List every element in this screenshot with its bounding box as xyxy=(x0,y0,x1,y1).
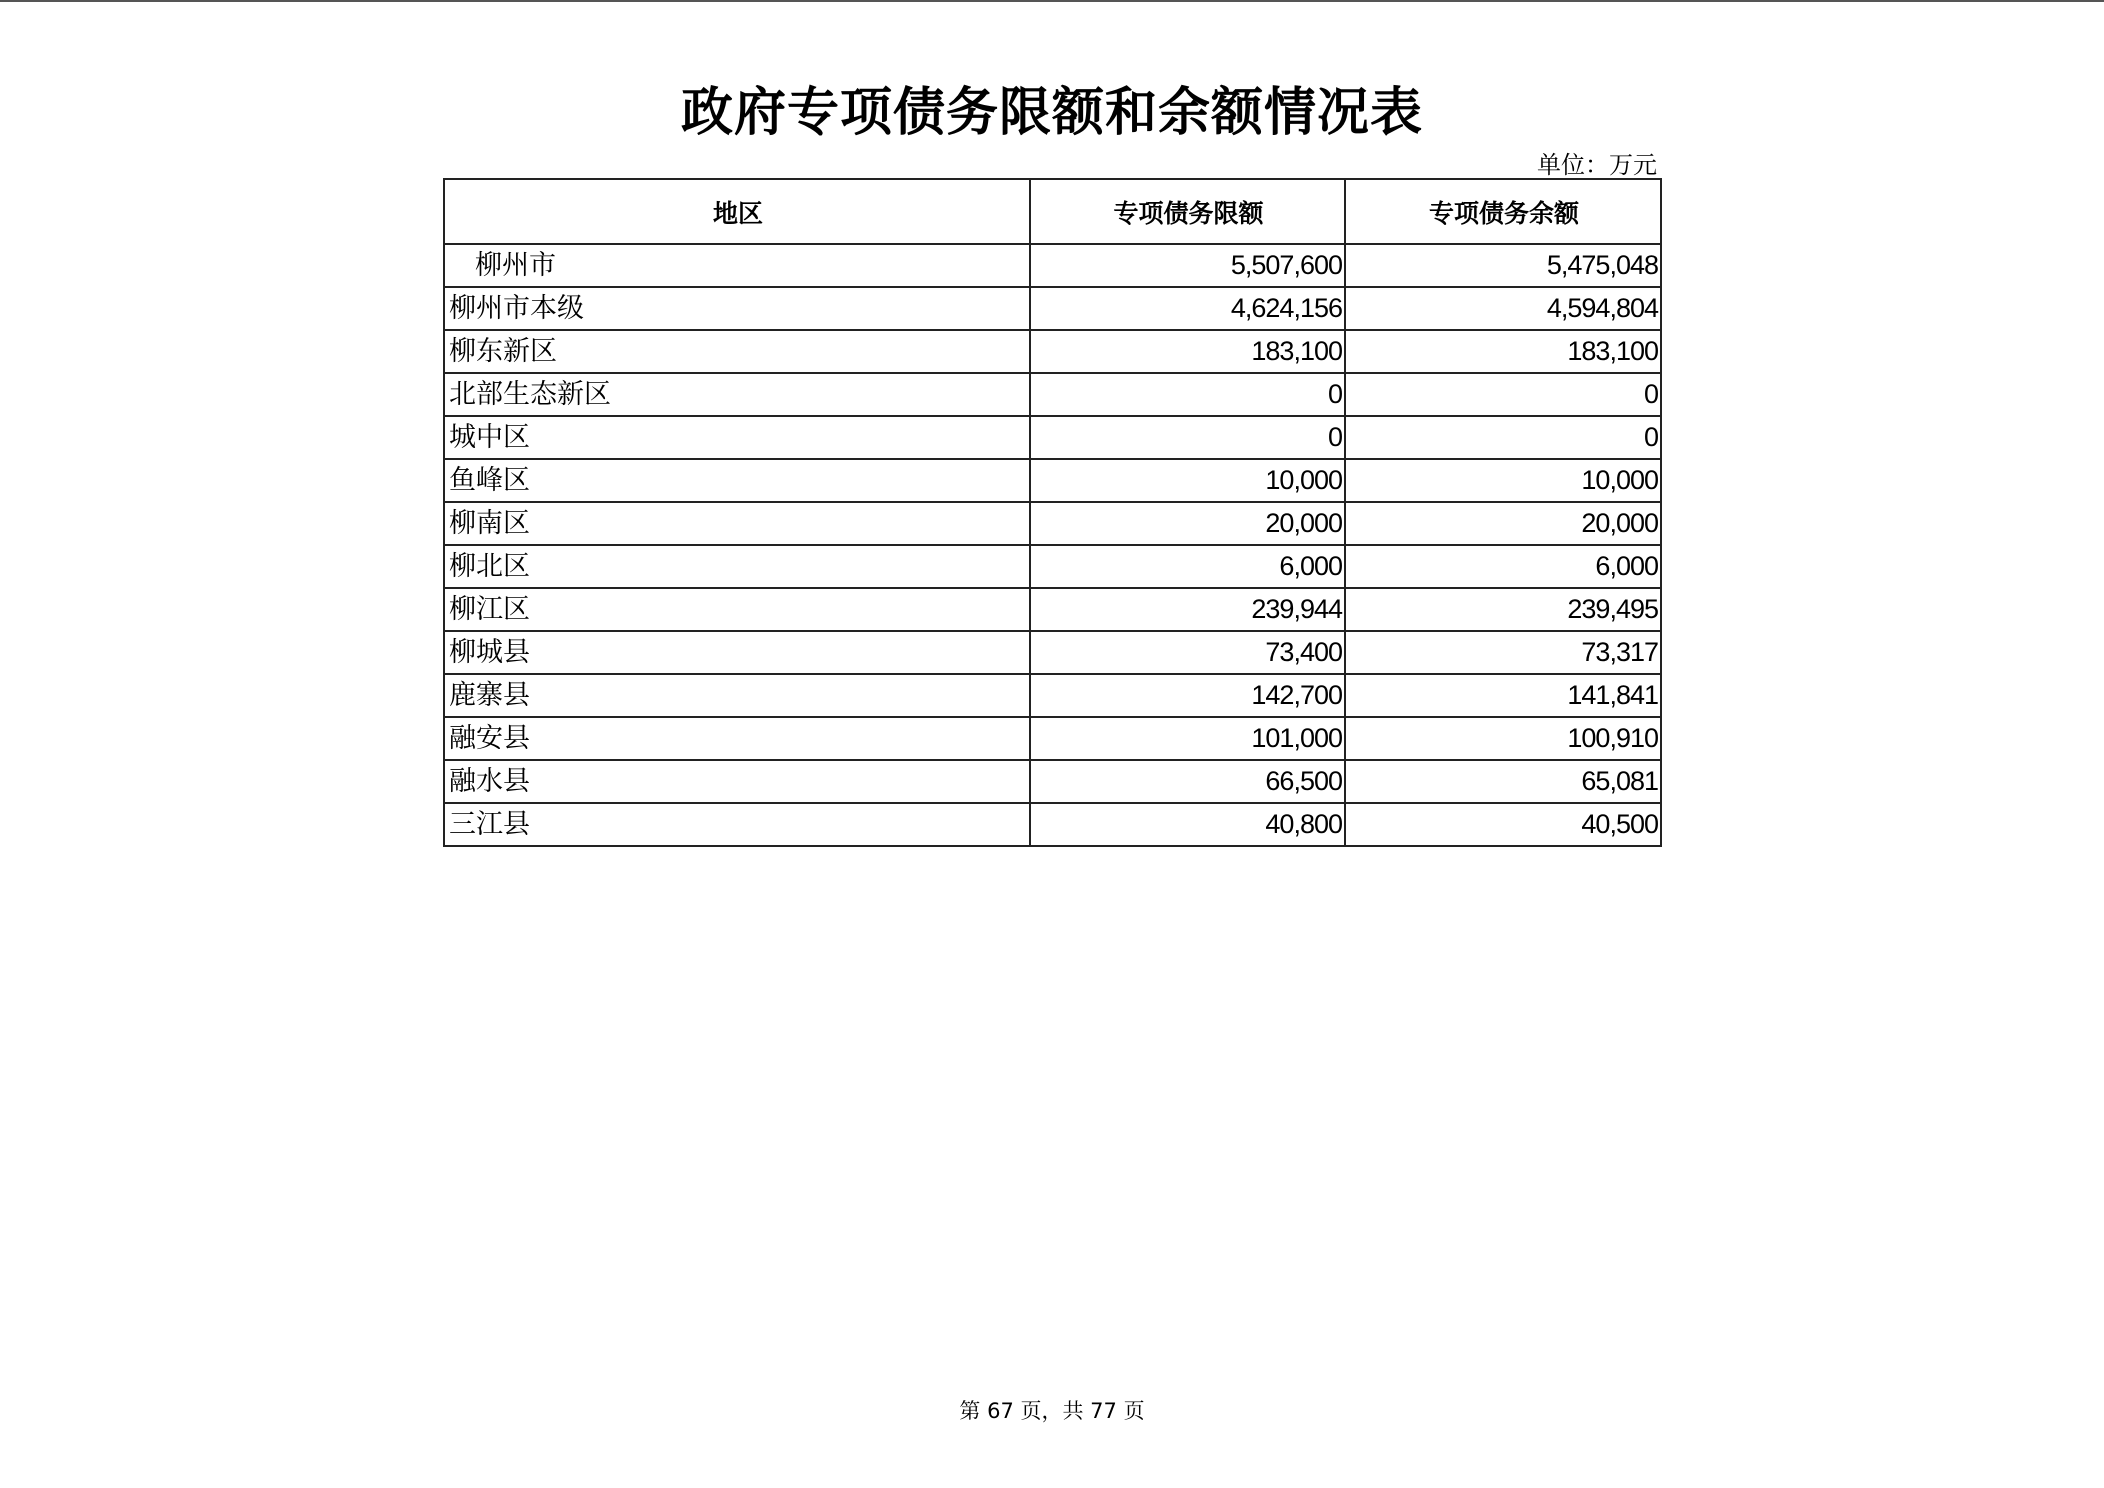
header-debt-balance: 专项债务余额 xyxy=(1345,179,1661,244)
region-cell: 鹿寨县 xyxy=(444,674,1030,717)
region-cell: 柳东新区 xyxy=(444,330,1030,373)
region-cell: 柳江区 xyxy=(444,588,1030,631)
limit-cell: 10,000 xyxy=(1030,459,1345,502)
header-debt-limit: 专项债务限额 xyxy=(1030,179,1345,244)
limit-cell: 6,000 xyxy=(1030,545,1345,588)
table-row xyxy=(444,416,1661,459)
table-row xyxy=(444,588,1661,631)
limit-cell: 20,000 xyxy=(1030,502,1345,545)
region-cell: 柳北区 xyxy=(444,545,1030,588)
balance-cell: 65,081 xyxy=(1345,760,1661,803)
table-row xyxy=(444,244,1661,287)
header-region: 地区 xyxy=(444,179,1030,244)
region-cell: 融水县 xyxy=(444,760,1030,803)
balance-cell: 141,841 xyxy=(1345,674,1661,717)
limit-cell: 0 xyxy=(1030,373,1345,416)
balance-cell: 20,000 xyxy=(1345,502,1661,545)
region-cell: 融安县 xyxy=(444,717,1030,760)
table-row xyxy=(444,760,1661,803)
page-number-footer: 第 67 页，共 77 页 xyxy=(959,1399,1145,1423)
region-cell: 柳州市本级 xyxy=(444,287,1030,330)
table-row xyxy=(444,373,1661,416)
debt-table xyxy=(443,178,1662,847)
limit-cell: 5,507,600 xyxy=(1030,244,1345,287)
table-header-row xyxy=(444,179,1661,244)
table-row xyxy=(444,674,1661,717)
table-row xyxy=(444,631,1661,674)
region-cell: 柳州市 xyxy=(444,244,1030,287)
table-row xyxy=(444,330,1661,373)
region-cell: 城中区 xyxy=(444,416,1030,459)
balance-cell: 10,000 xyxy=(1345,459,1661,502)
region-cell: 鱼峰区 xyxy=(444,459,1030,502)
balance-cell: 0 xyxy=(1345,416,1661,459)
limit-cell: 183,100 xyxy=(1030,330,1345,373)
region-cell: 北部生态新区 xyxy=(444,373,1030,416)
balance-cell: 0 xyxy=(1345,373,1661,416)
balance-cell: 40,500 xyxy=(1345,803,1661,846)
table-row xyxy=(444,803,1661,846)
table-row xyxy=(444,717,1661,760)
balance-cell: 4,594,804 xyxy=(1345,287,1661,330)
region-cell: 柳南区 xyxy=(444,502,1030,545)
table-row xyxy=(444,287,1661,330)
limit-cell: 4,624,156 xyxy=(1030,287,1345,330)
region-cell: 三江县 xyxy=(444,803,1030,846)
balance-cell: 183,100 xyxy=(1345,330,1661,373)
region-cell: 柳城县 xyxy=(444,631,1030,674)
limit-cell: 40,800 xyxy=(1030,803,1345,846)
table-row xyxy=(444,459,1661,502)
balance-cell: 100,910 xyxy=(1345,717,1661,760)
table-row xyxy=(444,545,1661,588)
limit-cell: 0 xyxy=(1030,416,1345,459)
limit-cell: 239,944 xyxy=(1030,588,1345,631)
balance-cell: 239,495 xyxy=(1345,588,1661,631)
balance-cell: 73,317 xyxy=(1345,631,1661,674)
page-top-border xyxy=(0,0,2104,2)
balance-cell: 5,475,048 xyxy=(1345,244,1661,287)
document-title: 政府专项债务限额和余额情况表 xyxy=(680,83,1423,143)
unit-label: 单位：万元 xyxy=(1537,151,1657,179)
balance-cell: 6,000 xyxy=(1345,545,1661,588)
limit-cell: 101,000 xyxy=(1030,717,1345,760)
limit-cell: 142,700 xyxy=(1030,674,1345,717)
limit-cell: 66,500 xyxy=(1030,760,1345,803)
limit-cell: 73,400 xyxy=(1030,631,1345,674)
table-row xyxy=(444,502,1661,545)
